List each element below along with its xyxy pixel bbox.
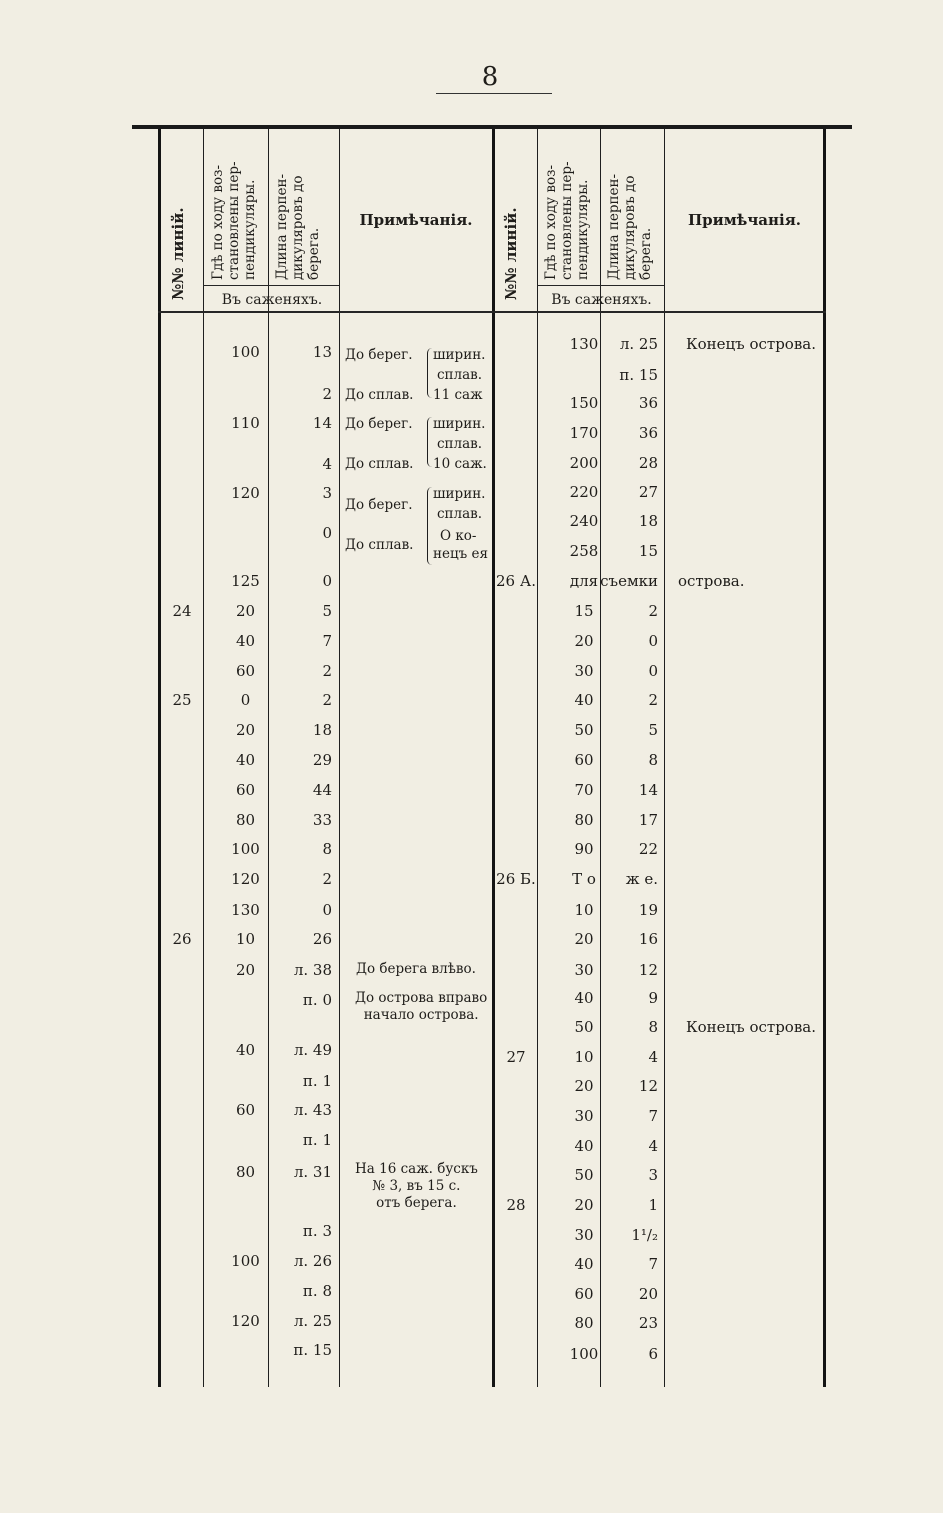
right-where-value: 70 — [574, 781, 594, 799]
right-where-value: 240 — [569, 512, 599, 530]
right-length-value: 14 — [638, 781, 658, 799]
left-where-value: 110 — [231, 414, 260, 432]
left-length-value: л. 43 — [293, 1101, 332, 1119]
right-length-value: 12 — [638, 961, 658, 979]
right-length-value: 0 — [648, 662, 658, 680]
left-length-value: п. 1 — [302, 1072, 332, 1090]
outer-right-border — [823, 129, 826, 1387]
right-note: Конецъ острова. — [686, 1018, 816, 1036]
left-line-number: 25 — [172, 691, 192, 709]
left-length-value: 2 — [322, 662, 332, 680]
header-notes-right: Примѣчанія. — [687, 211, 802, 229]
right-where-value: 60 — [574, 751, 594, 769]
right-where-value: 258 — [569, 542, 599, 560]
left-where-value: 130 — [231, 901, 260, 919]
left-length-value: л. 49 — [293, 1041, 332, 1059]
left-length-value: п. 1 — [302, 1131, 332, 1149]
right-where-value: 130 — [569, 335, 599, 353]
right-where-value: 15 — [574, 602, 594, 620]
header-notes: Примѣчанія. — [359, 211, 473, 229]
left-where-value: 40 — [235, 1041, 256, 1059]
right-length-value: 1 — [648, 1196, 658, 1214]
right-length-value: съемки — [600, 572, 658, 590]
header-line-number: №№ линій. — [169, 207, 187, 300]
col-line-4 — [537, 129, 538, 1387]
left-length-value: 2 — [322, 691, 332, 709]
right-line-number: 27 — [506, 1048, 526, 1066]
right-length-value: 36 — [638, 394, 658, 412]
left-length-value: л. 25 — [293, 1312, 332, 1330]
note-island: До острова вправо начало острова. — [355, 990, 488, 1023]
right-line-number: 26 Б. — [496, 870, 536, 888]
left-where-value: 100 — [231, 343, 260, 361]
left-where-value: 10 — [235, 930, 256, 948]
header-bottom-rule — [158, 311, 826, 313]
left-where-value: 60 — [235, 1101, 256, 1119]
left-length-value: 0 — [322, 572, 332, 590]
left-length-value: л. 38 — [293, 961, 332, 979]
right-length-value: п. 15 — [619, 366, 658, 384]
note-buoy: На 16 саж. бускъ № 3, въ 15 с. отъ берега. — [355, 1161, 478, 1211]
left-where-value: 0 — [240, 691, 251, 709]
right-length-value: 12 — [638, 1077, 658, 1095]
right-length-value: 16 — [638, 930, 658, 948]
right-where-value: 40 — [574, 1137, 594, 1155]
right-where-value: 60 — [574, 1285, 594, 1303]
right-where-value: 30 — [574, 1107, 594, 1125]
left-where-value: 20 — [235, 602, 256, 620]
col-line-3 — [339, 129, 340, 1387]
left-length-value: 8 — [322, 840, 332, 858]
right-length-value: 28 — [638, 454, 658, 472]
brace — [427, 487, 432, 565]
right-length-value: 19 — [638, 901, 658, 919]
left-where-value: 20 — [235, 721, 256, 739]
col-line-6 — [664, 129, 665, 1387]
right-length-value: 8 — [648, 751, 658, 769]
right-length-value: 23 — [638, 1314, 658, 1332]
page-number-rule — [436, 93, 552, 94]
left-length-value: 0 — [322, 524, 332, 542]
left-length-value: 5 — [322, 602, 332, 620]
right-length-value: 2 — [648, 691, 658, 709]
left-where-value: 80 — [235, 811, 256, 829]
units-rule-right — [537, 285, 664, 286]
right-length-value: 20 — [638, 1285, 658, 1303]
brace — [427, 348, 432, 398]
right-where-value: 20 — [574, 632, 594, 650]
right-length-value: 6 — [648, 1345, 658, 1363]
right-length-value: 7 — [648, 1107, 658, 1125]
left-length-value: 33 — [312, 811, 332, 829]
right-where-value: 200 — [569, 454, 599, 472]
right-where-value: 40 — [574, 691, 594, 709]
right-where-value: 220 — [569, 483, 599, 501]
right-where-value: 80 — [574, 811, 594, 829]
left-length-value: 0 — [322, 901, 332, 919]
right-where-value: 40 — [574, 989, 594, 1007]
outer-left-border — [158, 129, 161, 1387]
right-line-number: 26 А. — [496, 572, 536, 590]
left-length-value: 4 — [322, 455, 332, 473]
left-line-number: 24 — [172, 602, 192, 620]
left-where-value: 120 — [231, 1312, 260, 1330]
right-length-value: 2 — [648, 602, 658, 620]
right-where-value: 170 — [569, 424, 599, 442]
right-where-value: 10 — [574, 1048, 594, 1066]
right-length-value: 27 — [638, 483, 658, 501]
right-length-value: 7 — [648, 1255, 658, 1273]
right-where-value: 30 — [574, 961, 594, 979]
right-where-value: 40 — [574, 1255, 594, 1273]
right-where-value: Т о — [572, 870, 596, 888]
header-line-number-right: №№ линій. — [502, 207, 520, 300]
right-where-value: 20 — [574, 1196, 594, 1214]
right-length-value: 1¹/₂ — [631, 1226, 658, 1244]
left-length-value: 2 — [322, 870, 332, 888]
right-where-value: 10 — [574, 901, 594, 919]
right-length-value: л. 25 — [619, 335, 658, 353]
right-length-value: 18 — [638, 512, 658, 530]
right-length-value: 15 — [638, 542, 658, 560]
right-where-value: 30 — [574, 662, 594, 680]
right-line-number: 28 — [506, 1196, 526, 1214]
left-length-value: 14 — [312, 414, 332, 432]
right-length-value: 0 — [648, 632, 658, 650]
left-length-value: л. 31 — [293, 1163, 332, 1181]
right-note: острова. — [678, 572, 745, 590]
left-line-number: 26 — [172, 930, 192, 948]
header-units: Въ саженяхъ. — [221, 292, 323, 308]
left-where-value: 60 — [235, 662, 256, 680]
left-where-value: 40 — [235, 751, 256, 769]
left-where-value: 20 — [235, 961, 256, 979]
left-length-value: 3 — [322, 484, 332, 502]
units-rule-left — [203, 285, 339, 286]
right-where-value: 20 — [574, 930, 594, 948]
right-length-value: 36 — [638, 424, 658, 442]
right-length-value: 4 — [648, 1048, 658, 1066]
col-line-1 — [203, 129, 204, 1387]
right-where-value: 50 — [574, 1166, 594, 1184]
left-where-value: 40 — [235, 632, 256, 650]
left-length-value: п. 15 — [293, 1341, 332, 1359]
left-where-value: 60 — [235, 781, 256, 799]
left-where-value: 120 — [231, 870, 260, 888]
right-length-value: 22 — [638, 840, 658, 858]
right-length-value: 9 — [648, 989, 658, 1007]
right-length-value: 17 — [638, 811, 658, 829]
header-length-right: Длина перпен- дикуляровъ до берега. — [606, 173, 654, 280]
left-length-value: 29 — [312, 751, 332, 769]
right-where-value: 30 — [574, 1226, 594, 1244]
right-length-value: 3 — [648, 1166, 658, 1184]
left-where-value: 100 — [231, 1252, 260, 1270]
right-where-value: 90 — [574, 840, 594, 858]
left-length-value: п. 0 — [302, 991, 332, 1009]
right-where-value: 100 — [569, 1345, 599, 1363]
left-length-value: 13 — [312, 343, 332, 361]
left-length-value: 18 — [312, 721, 332, 739]
brace — [427, 417, 432, 467]
left-where-value: 100 — [231, 840, 260, 858]
right-where-value: 50 — [574, 1018, 594, 1036]
left-length-value: л. 26 — [293, 1252, 332, 1270]
note-left-bank: До берега влѣво. — [356, 961, 476, 977]
right-length-value: 8 — [648, 1018, 658, 1036]
right-where-value: 20 — [574, 1077, 594, 1095]
left-where-value: 125 — [231, 572, 260, 590]
right-where-value: 150 — [569, 394, 599, 412]
left-where-value: 120 — [231, 484, 260, 502]
header-units-right: Въ саженяхъ. — [551, 292, 652, 308]
right-where-value: для — [569, 572, 599, 590]
header-length: Длина перпен- дикуляровъ до берега. — [274, 173, 322, 280]
right-note: Конецъ острова. — [686, 335, 816, 353]
right-where-value: 50 — [574, 721, 594, 739]
left-length-value: п. 8 — [302, 1282, 332, 1300]
right-where-value: 80 — [574, 1314, 594, 1332]
left-length-value: 26 — [312, 930, 332, 948]
right-length-value: 4 — [648, 1137, 658, 1155]
left-length-value: п. 3 — [302, 1222, 332, 1240]
left-length-value: 2 — [322, 385, 332, 403]
right-length-value: ж е. — [625, 870, 658, 888]
header-where-right: Гдѣ по ходу воз- становлены пер- пендикуляры. — [543, 161, 591, 280]
header-where: Гдѣ по ходу воз- становлены пер- пендикуляры. — [210, 161, 258, 280]
right-length-value: 5 — [648, 721, 658, 739]
left-length-value: 7 — [322, 632, 332, 650]
left-where-value: 80 — [235, 1163, 256, 1181]
left-length-value: 44 — [312, 781, 332, 799]
page-number: 8 — [481, 62, 499, 92]
